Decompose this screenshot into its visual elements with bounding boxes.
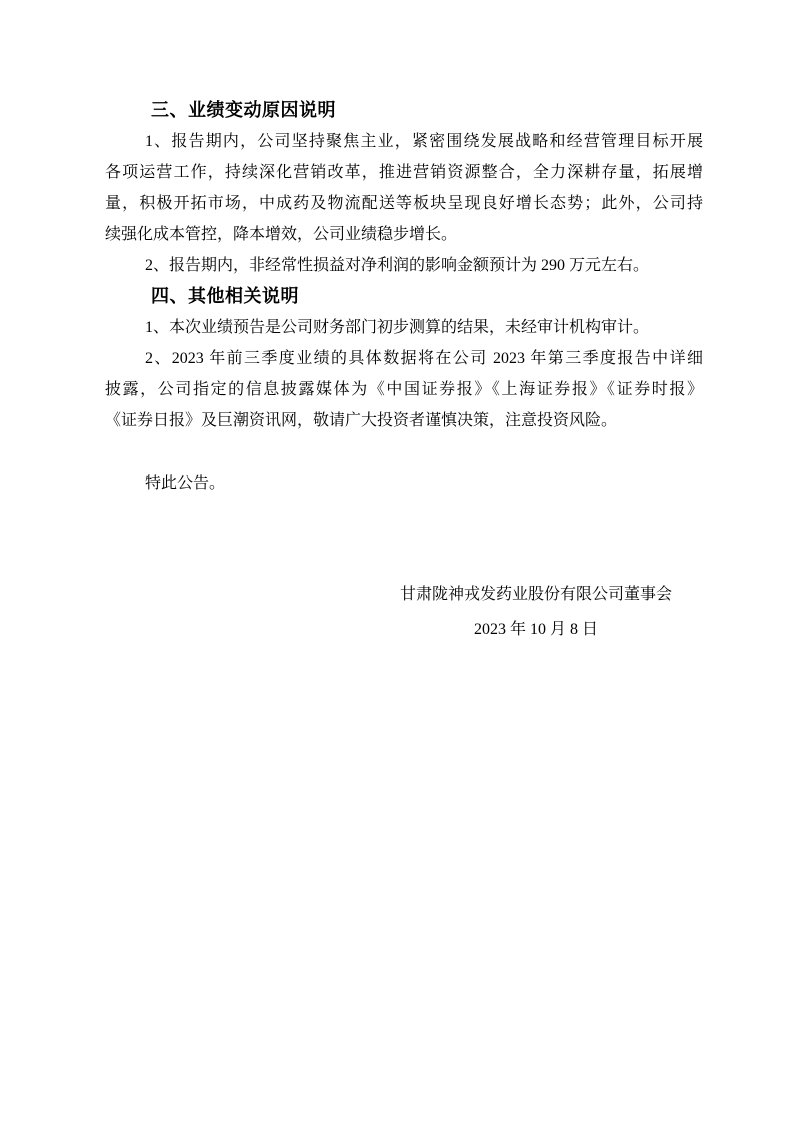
text-line: 1、本次业绩预告是公司财务部门初步测算的结果，未经审计机构审计。	[145, 319, 650, 336]
section-other-notes	[105, 281, 703, 436]
signature-date: 2023 年 10 月 8 日	[473, 621, 598, 638]
closing-statement: 特此公告。	[145, 475, 226, 492]
paragraph-business-operations	[105, 126, 703, 250]
paragraph-unaudited-note	[105, 312, 703, 343]
text-line: 各项运营工作，持续深化营销改革，推进营销资源整合，全力深耕存量，拓展增	[105, 164, 703, 181]
section-heading-other: 四、其他相关说明	[151, 286, 299, 306]
text-line: 量，积极开拓市场，中成药及物流配送等板块呈现良好增长态势；此外，公司持	[105, 195, 703, 212]
signature-company: 甘肃陇神戎发药业股份有限公司董事会	[399, 586, 672, 603]
section-heading-reasons: 三、业绩变动原因说明	[151, 100, 336, 120]
text-line: 2、报告期内，非经常性损益对净利润的影响金额预计为 290 万元左右。	[145, 257, 650, 274]
section-performance-change-reasons	[105, 95, 703, 281]
signature-block	[400, 577, 672, 647]
paragraph-disclosure-media	[105, 343, 703, 436]
text-line: 2、2023 年前三季度业绩的具体数据将在公司 2023 年第三季度报告中详细	[145, 350, 703, 367]
text-line: 披露，公司指定的信息披露媒体为《中国证券报》《上海证券报》《证券时报》	[105, 381, 703, 398]
text-line: 续强化成本管控，降本增效，公司业绩稳步增长。	[105, 226, 458, 243]
paragraph-non-recurring-gains	[105, 250, 703, 281]
text-line: 《证券日报》及巨潮资讯网，敬请广大投资者谨慎决策，注意投资风险。	[105, 412, 618, 429]
text-line: 1、报告期内，公司坚持聚焦主业，紧密围绕发展战略和经营管理目标开展	[145, 133, 703, 150]
